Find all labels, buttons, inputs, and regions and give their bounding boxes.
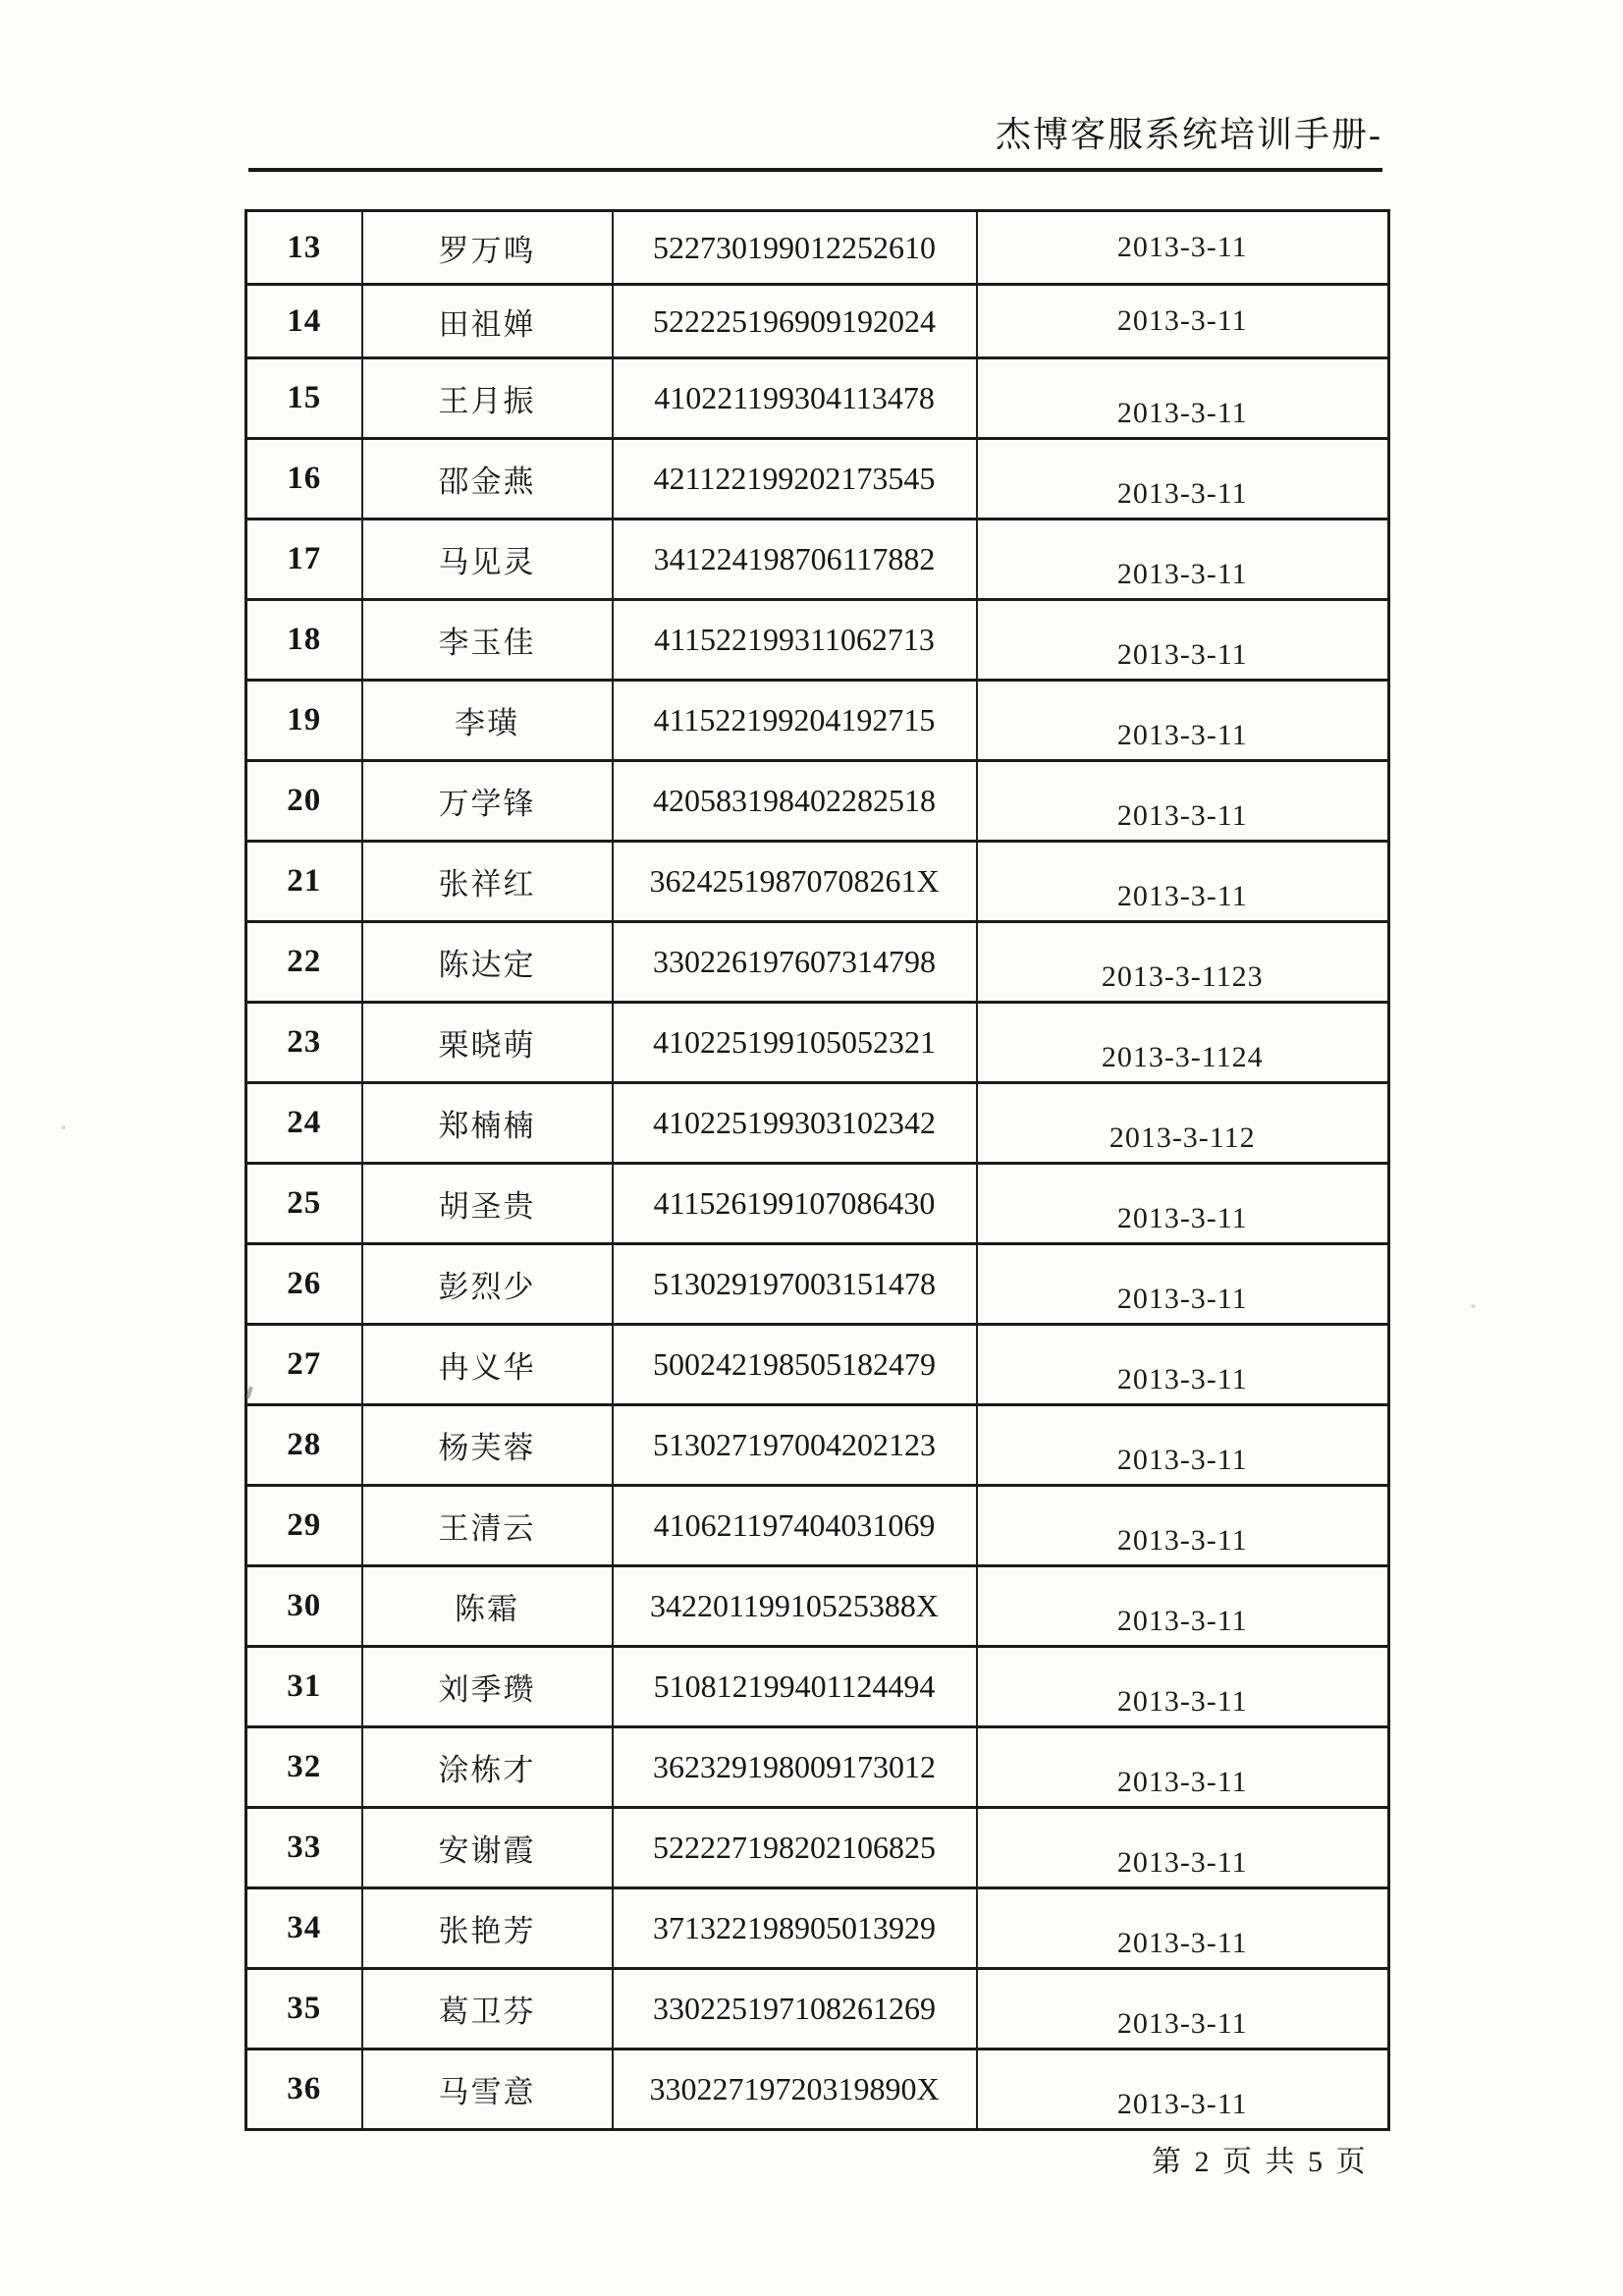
- person-name-cell: 安谢霞: [362, 1808, 613, 1888]
- date-cell: 2013-3-11: [977, 1244, 1389, 1325]
- date-cell: 2013-3-11: [977, 1647, 1389, 1727]
- id-number-cell: 522225196909192024: [613, 285, 977, 358]
- id-number-cell: 410225199303102342: [613, 1083, 977, 1164]
- date-cell: 2013-3-11: [977, 1405, 1389, 1486]
- row-number-cell: 28: [246, 1405, 362, 1486]
- id-number-cell: 411526199107086430: [613, 1164, 977, 1244]
- date-cell: 2013-3-11: [977, 761, 1389, 842]
- date-cell: 2013-3-112: [977, 1083, 1389, 1164]
- person-name-cell: 王月振: [362, 358, 613, 439]
- date-cell: 2013-3-11: [977, 2050, 1389, 2130]
- id-number-cell: 411522199204192715: [613, 681, 977, 761]
- page-number-label: 第 2 页 共 5 页: [1152, 2146, 1369, 2178]
- id-number-cell: 410621197404031069: [613, 1486, 977, 1566]
- row-number-cell: 25: [246, 1164, 362, 1244]
- table-row: [246, 1405, 1389, 1486]
- row-number-cell: 29: [246, 1486, 362, 1566]
- row-number-cell: 17: [246, 519, 362, 600]
- table-row: [246, 1647, 1389, 1727]
- row-number-cell: 31: [246, 1647, 362, 1727]
- row-number-cell: 21: [246, 842, 362, 922]
- id-number-cell: 34220119910525388X: [613, 1566, 977, 1647]
- person-name-cell: 李璜: [362, 681, 613, 761]
- document-title: 杰博客服系统培训手册-: [996, 115, 1382, 154]
- id-number-cell: 410225199105052321: [613, 1003, 977, 1083]
- id-number-cell: 411522199311062713: [613, 600, 977, 681]
- row-number-cell: 19: [246, 681, 362, 761]
- row-number-cell: 27: [246, 1325, 362, 1405]
- table-row: [246, 1083, 1389, 1164]
- id-number-cell: 330225197108261269: [613, 1969, 977, 2050]
- row-number-cell: 30: [246, 1566, 362, 1647]
- row-number-cell: 23: [246, 1003, 362, 1083]
- row-number-cell: 24: [246, 1083, 362, 1164]
- date-cell: 2013-3-11: [977, 1888, 1389, 1969]
- table-row: [246, 600, 1389, 681]
- date-cell: 2013-3-11: [977, 842, 1389, 922]
- person-name-cell: 郑楠楠: [362, 1083, 613, 1164]
- date-cell: 2013-3-11: [977, 1325, 1389, 1405]
- person-name-cell: 马见灵: [362, 519, 613, 600]
- table-row: [246, 1244, 1389, 1325]
- person-name-cell: 杨芙蓉: [362, 1405, 613, 1486]
- document-header: [248, 110, 1382, 159]
- date-cell: 2013-3-11: [977, 1566, 1389, 1647]
- table-row: [246, 1969, 1389, 2050]
- row-number-cell: 33: [246, 1808, 362, 1888]
- person-name-cell: 冉义华: [362, 1325, 613, 1405]
- date-cell: 2013-3-11: [977, 1727, 1389, 1808]
- id-number-cell: 421122199202173545: [613, 439, 977, 519]
- person-name-cell: 李玉佳: [362, 600, 613, 681]
- trainee-roster-table: [244, 209, 1390, 2131]
- person-name-cell: 张艳芳: [362, 1888, 613, 1969]
- table-row: [246, 842, 1389, 922]
- scan-artifact: [1471, 1304, 1476, 1308]
- person-name-cell: 陈达定: [362, 922, 613, 1003]
- table-row: [246, 681, 1389, 761]
- id-number-cell: 371322198905013929: [613, 1888, 977, 1969]
- date-cell: 2013-3-1123: [977, 922, 1389, 1003]
- person-name-cell: 刘季瓒: [362, 1647, 613, 1727]
- row-number-cell: 15: [246, 358, 362, 439]
- date-cell: 2013-3-11: [977, 1808, 1389, 1888]
- id-number-cell: 362329198009173012: [613, 1727, 977, 1808]
- date-cell: 2013-3-1124: [977, 1003, 1389, 1083]
- person-name-cell: 涂栋才: [362, 1727, 613, 1808]
- row-number-cell: 35: [246, 1969, 362, 2050]
- id-number-cell: 500242198505182479: [613, 1325, 977, 1405]
- person-name-cell: 邵金燕: [362, 439, 613, 519]
- person-name-cell: 万学锋: [362, 761, 613, 842]
- id-number-cell: 341224198706117882: [613, 519, 977, 600]
- table-row: [246, 358, 1389, 439]
- person-name-cell: 彭烈少: [362, 1244, 613, 1325]
- date-cell: 2013-3-11: [977, 600, 1389, 681]
- table-row: [246, 1566, 1389, 1647]
- table-row: [246, 1486, 1389, 1566]
- row-number-cell: 36: [246, 2050, 362, 2130]
- id-number-cell: 36242519870708261X: [613, 842, 977, 922]
- scan-artifact: [61, 1125, 66, 1129]
- id-number-cell: 522227198202106825: [613, 1808, 977, 1888]
- table-row: [246, 1808, 1389, 1888]
- id-number-cell: 513029197003151478: [613, 1244, 977, 1325]
- row-number-cell: 34: [246, 1888, 362, 1969]
- person-name-cell: 陈霜: [362, 1566, 613, 1647]
- person-name-cell: 田祖婵: [362, 285, 613, 358]
- person-name-cell: 葛卫芬: [362, 1969, 613, 2050]
- table-row: [246, 519, 1389, 600]
- date-cell: 2013-3-11: [977, 1486, 1389, 1566]
- table-row: [246, 761, 1389, 842]
- id-number-cell: 410221199304113478: [613, 358, 977, 439]
- person-name-cell: 王清云: [362, 1486, 613, 1566]
- row-number-cell: 32: [246, 1727, 362, 1808]
- person-name-cell: 马雪意: [362, 2050, 613, 2130]
- table-row: [246, 211, 1389, 285]
- table-row: [246, 1164, 1389, 1244]
- date-cell: 2013-3-11: [977, 681, 1389, 761]
- id-number-cell: 330226197607314798: [613, 922, 977, 1003]
- row-number-cell: 14: [246, 285, 362, 358]
- table-row: [246, 1325, 1389, 1405]
- table-row: [246, 1727, 1389, 1808]
- date-cell: 2013-3-11: [977, 358, 1389, 439]
- person-name-cell: 张祥红: [362, 842, 613, 922]
- person-name-cell: 栗晓萌: [362, 1003, 613, 1083]
- table-row: [246, 285, 1389, 358]
- table-row: [246, 1003, 1389, 1083]
- person-name-cell: 罗万鸣: [362, 211, 613, 285]
- id-number-cell: 33022719720319890X: [613, 2050, 977, 2130]
- id-number-cell: 522730199012252610: [613, 211, 977, 285]
- table-row: [246, 2050, 1389, 2130]
- row-number-cell: 16: [246, 439, 362, 519]
- id-number-cell: 420583198402282518: [613, 761, 977, 842]
- row-number-cell: 18: [246, 600, 362, 681]
- date-cell: 2013-3-11: [977, 285, 1389, 358]
- date-cell: 2013-3-11: [977, 439, 1389, 519]
- date-cell: 2013-3-11: [977, 519, 1389, 600]
- id-number-cell: 510812199401124494: [613, 1647, 977, 1727]
- table-row: [246, 1888, 1389, 1969]
- row-number-cell: 22: [246, 922, 362, 1003]
- date-cell: 2013-3-11: [977, 1969, 1389, 2050]
- header-divider-line: [248, 168, 1382, 172]
- date-cell: 2013-3-11: [977, 1164, 1389, 1244]
- row-number-cell: 20: [246, 761, 362, 842]
- table-row: [246, 439, 1389, 519]
- id-number-cell: 513027197004202123: [613, 1405, 977, 1486]
- row-number-cell: 26: [246, 1244, 362, 1325]
- row-number-cell: 13: [246, 211, 362, 285]
- date-cell: 2013-3-11: [977, 211, 1389, 285]
- table-row: [246, 922, 1389, 1003]
- person-name-cell: 胡圣贵: [362, 1164, 613, 1244]
